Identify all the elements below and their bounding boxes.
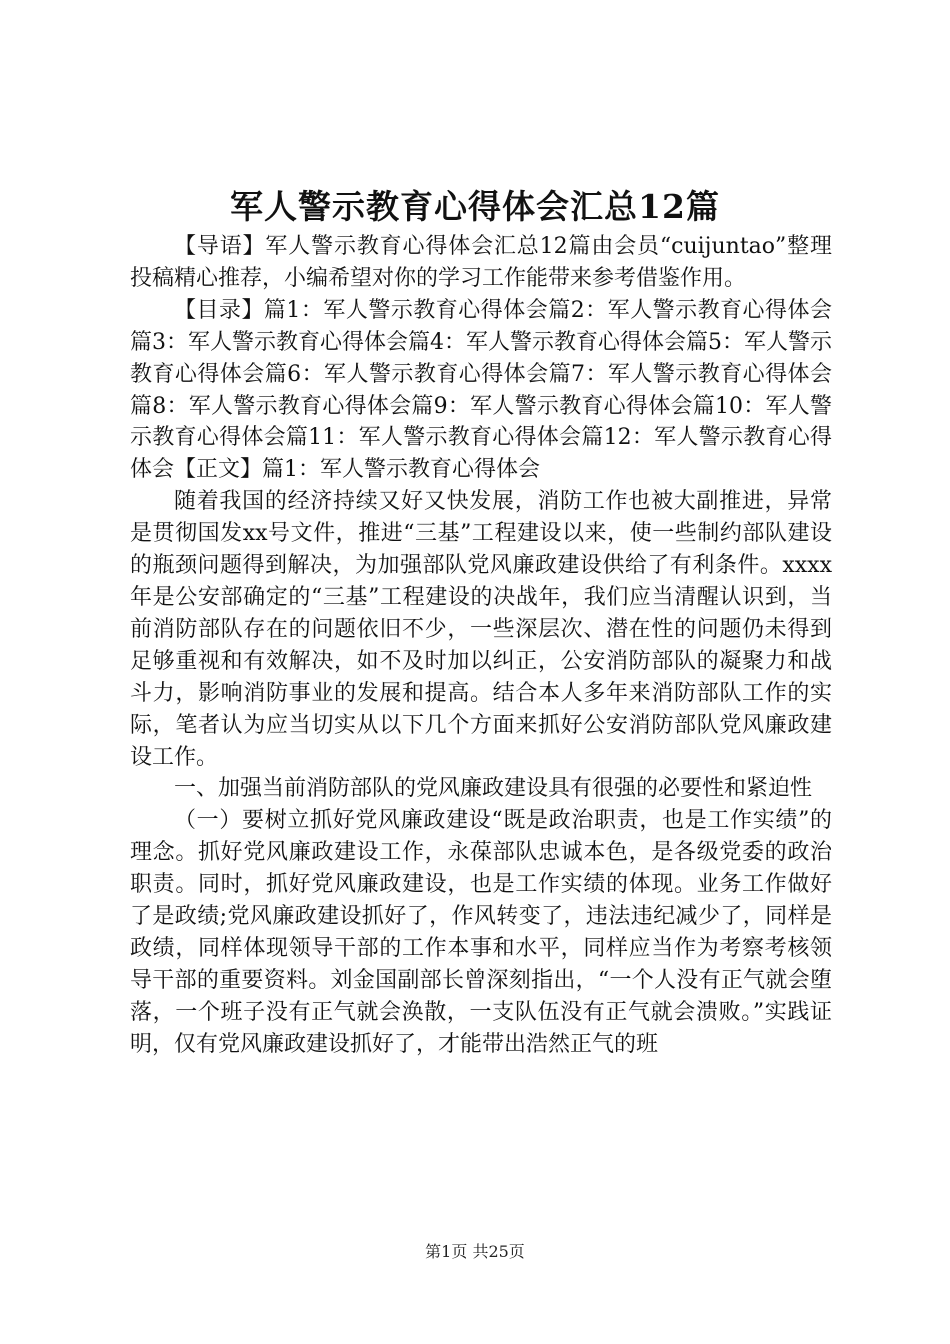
body-paragraph: 随着我国的经济持续又好又快发展，消防工作也被大副推进，异常是贯彻国发xx号文件，推进“三基”工程建设以来，使一些制约部队建设的瓶颈问题得到解决，为加强部队党风廉政建设供给了有利条件。xxxx年是公安部确定的“三基”工程建设的决战年，我们应当清醒认识到，当前消防部队存在的问题依旧不少，一些深层次、潜在性的问题仍未得到足够重视和有效解决，如不及时加以纠正，公安消防部队的凝聚力和战斗力，影响消防事业的发展和提高。结合本人多年来消防部队工作的实际，笔者认为应当切实从以下几个方面来抓好公安消防部队党风廉政建设工作。 xyxy=(130,489,832,770)
table-of-contents-paragraph: 【目录】篇1：军人警示教育心得体会篇2：军人警示教育心得体会篇3：军人警示教育心得体会篇4：军人警示教育心得体会篇5：军人警示教育心得体会篇6：军人警示教育心得体会篇7：军人警示教育心得体会篇8：军人警示教育心得体会篇9：军人警示教育心得体会篇10：军人警示教育心得体会篇11：军人警示教育心得体会篇12：军人警示教育心得体会【正文】篇1：军人警示教育心得体会 xyxy=(130,297,832,483)
body-paragraph: （一）要树立抓好党风廉政建设“既是政治职责，也是工作实绩”的理念。抓好党风廉政建设工作，永葆部队忠诚本色，是各级党委的政治职责。同时，抓好党风廉政建设，也是工作实绩的体现。业务工作做好了是政绩;党风廉政建设抓好了，作风转变了，违法违纪减少了，同样是政绩，同样体现领导干部的工作本事和水平，同样应当作为考察考核领导干部的重要资料。刘金国副部长曾深刻指出，“一个人没有正气就会堕落，一个班子没有正气就会涣散，一支队伍没有正气就会溃败。”实践证明，仅有党风廉政建设抓好了，才能带出浩然正气的班 xyxy=(130,808,832,1057)
page-footer: 第1页 共25页 xyxy=(425,1242,525,1261)
section-heading: 一、加强当前消防部队的党风廉政建设具有很强的必要性和紧迫性 xyxy=(174,776,813,802)
document-body xyxy=(130,231,832,1061)
intro-paragraph: 【导语】军人警示教育心得体会汇总12篇由会员“cuijuntao”整理投稿精心推荐，小编希望对你的学习工作能带来参考借鉴作用。 xyxy=(130,234,832,291)
document-title: 军人警示教育心得体会汇总12篇 xyxy=(230,187,720,226)
